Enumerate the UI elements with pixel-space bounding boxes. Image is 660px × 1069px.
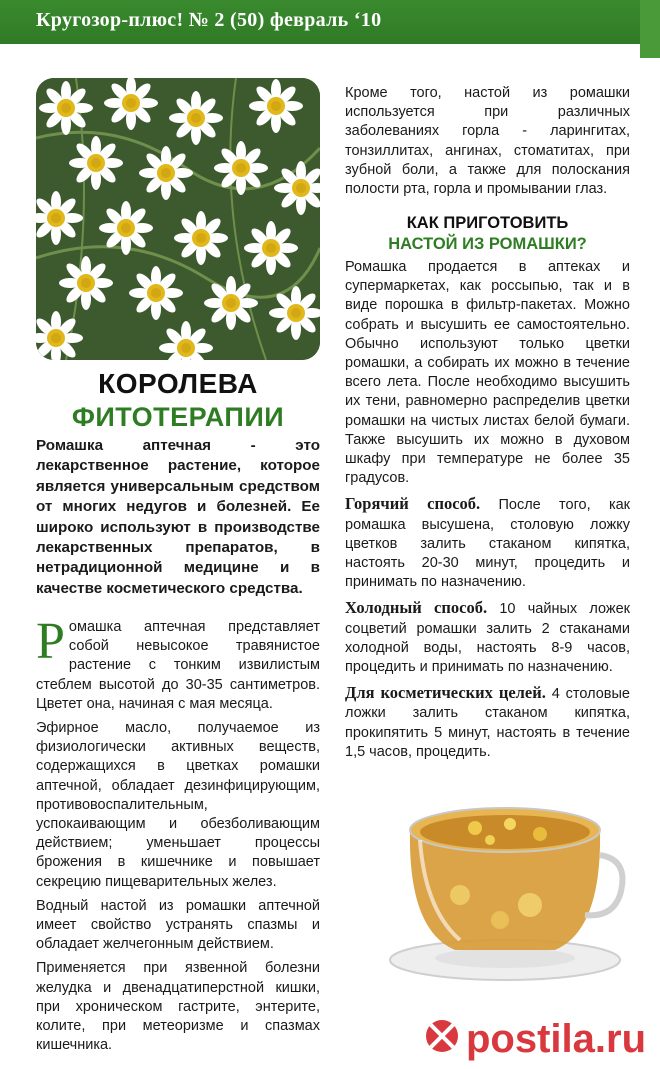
paragraph-essential-oil: Эфирное масло, получаемое из физиологически активных веществ, содержащихся в цветках ромашки аптечной, обладает дезинфицирующим, противовоспалительным, успокаивающим и обезболивающим действием; уменьшает процессы брожения в кишечнике и повышает секрецию пищеварительных желез.	[36, 720, 320, 890]
chamomile-photo	[36, 78, 320, 360]
article-right-column-top	[345, 84, 630, 199]
cold-method-text: 10 чайных ложек соцветий ромашки залить 2 стаканами холодной воды, настоять 8-9 часов, процедить и принимать по назначению.	[345, 601, 630, 676]
article-title-line2: ФИТОТЕРАПИИ	[71, 402, 285, 432]
paragraph-preparation: Ромашка продается в аптеках и супермаркетах, как россыпью, так и в виде порошка в фильтр-пакетах. Можно собрать и высушить ее самостоятельно. Обычно используют только цветки ромашки, а собирать их можно в течение всего лета. После необходимо высушить их тени, равномерно распределив цветки ромашки на чистых листах белой бумаги. Также высушить их можно в духовом шкафу при температуре не более 35 градусов.	[345, 259, 630, 487]
magazine-header	[0, 0, 660, 44]
postila-watermark[interactable]	[420, 990, 660, 1064]
tea-cup-illustration	[380, 800, 630, 985]
article-lead: Ромашка аптечная - это лекарственное растение, которое является универсальным средством от многих недугов и болезней. Ее широко используют в производстве лекарственных препаратов, в нетрадиционной медицине и в качестве косметического средства.	[36, 437, 320, 597]
header-accent-stripe	[640, 0, 660, 58]
paragraph-usage: Применяется при язвенной болезни желудка и двенадцатиперстной кишки, при хроническом гастрите, энтерите, колите, при метеоризме и спазмах кишечника.	[36, 960, 320, 1054]
cold-method-label: Холодный способ.	[345, 598, 488, 618]
hot-method-label: Горячий способ.	[345, 494, 481, 514]
cosmetic-method-label: Для косметических целей.	[345, 683, 546, 703]
tea-cup-photo	[380, 800, 630, 985]
magazine-issue-title: Кругозор-плюс! № 2 (50) февраль ‘10	[36, 9, 382, 31]
cosmetic-method-text: 4 столовые ложки залить стаканом кипятка, прокипятить 5 минут, настоять в течение 1,5 часов, процедить.	[345, 686, 630, 760]
section-title-line1: КАК ПРИГОТОВИТЬ	[406, 214, 569, 232]
paragraph-cosmetic-method	[345, 683, 630, 762]
article-left-column	[36, 613, 320, 1060]
paragraph-intro-text: омашка аптечная представляет собой невысокое травянистое растение с тонким извилистым стеблем высотой до 30-35 сантиметров. Цветет она, начиная с мая месяца.	[36, 619, 320, 712]
paragraph-intro	[36, 613, 320, 714]
paragraph-cold-method	[345, 598, 630, 677]
article-title-line1: КОРОЛЕВА	[98, 368, 258, 399]
section-title-line2: НАСТОЙ ИЗ РОМАШКИ?	[388, 235, 587, 253]
paragraph-hot-method	[345, 494, 630, 592]
chamomile-illustration	[36, 78, 320, 360]
paragraph-infusion-properties: Водный настой из ромашки аптечной имеет свойство устранять спазмы и обладает желчегонным действием.	[36, 897, 320, 953]
hot-method-text: После того, как ромашка высушена, столовую ложку цветков залить стаканом кипятка, настоять 20-30 минут, процедить и принимать по назначению.	[345, 497, 631, 591]
svg-text:postila.ru: postila.ru	[466, 1017, 647, 1061]
postila-logo	[420, 990, 660, 1064]
paragraph-throat: Кроме того, настой из ромашки используется при различных заболеваниях горла - ларингитах, тонзиллитах, ангинах, стоматитах, при зубной боли, а также для полоскания полости рта, горла и промывании глаз.	[345, 85, 630, 198]
drop-cap: Р	[36, 613, 65, 670]
article-right-column-body	[345, 258, 630, 768]
